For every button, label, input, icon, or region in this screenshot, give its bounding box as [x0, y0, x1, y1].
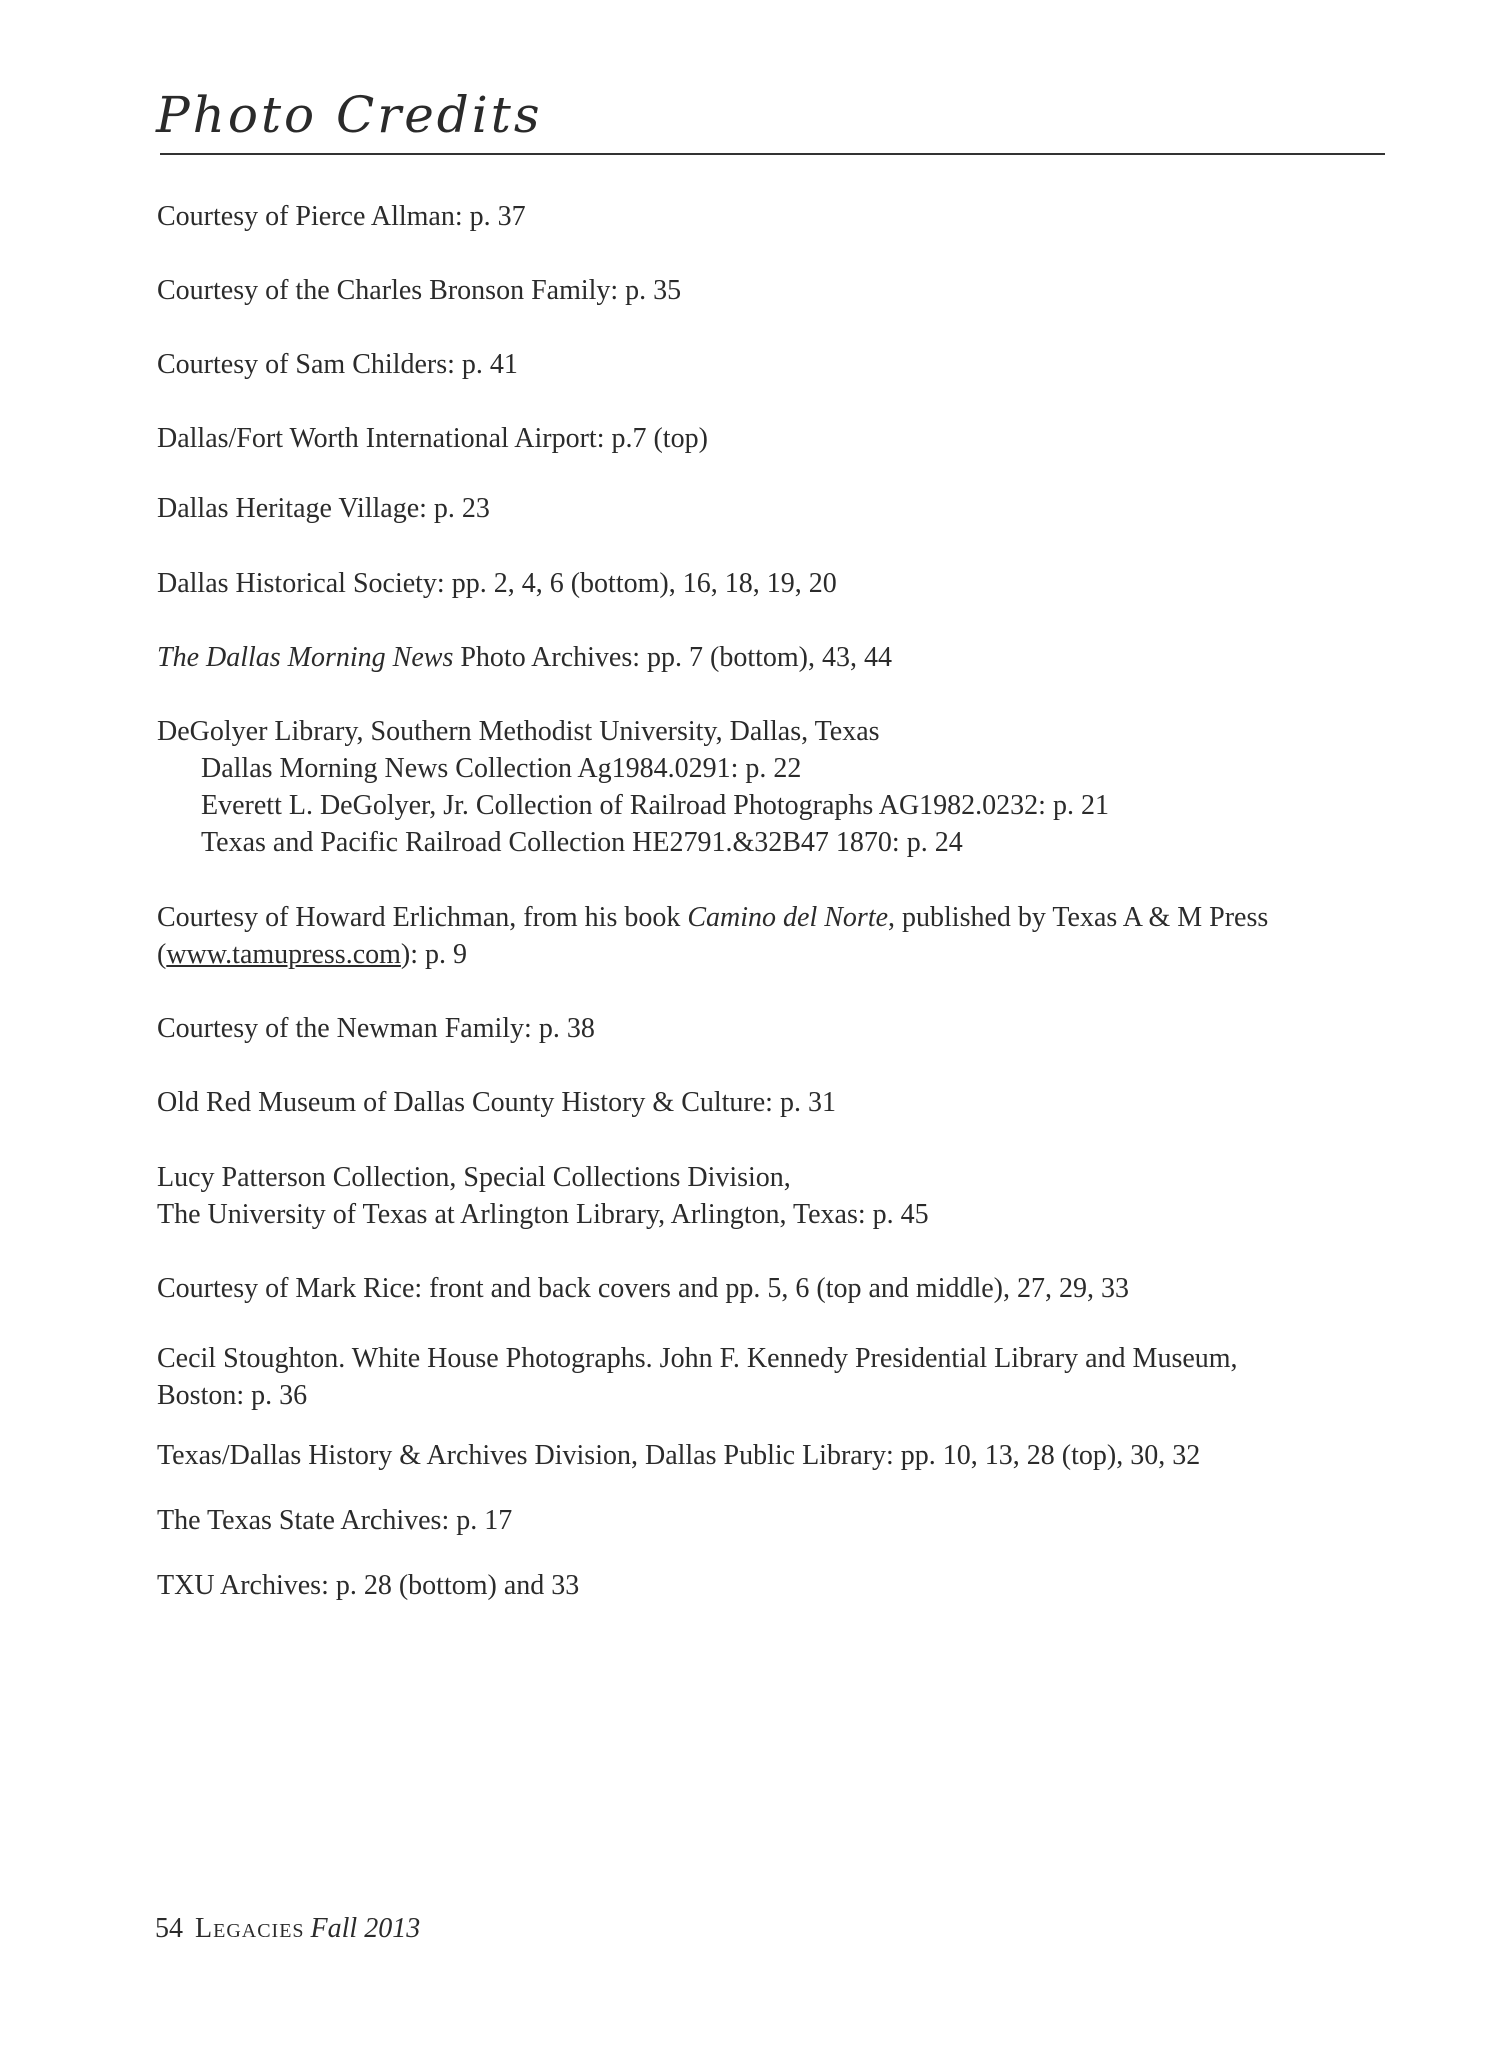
credit-text: Texas/Dallas History & Archives Division, Dallas Public Library: pp. 10, 13, 28 (top), 30, 32 [157, 1440, 1201, 1471]
credit-entry [157, 346, 1397, 383]
credit-text-after: , published by Texas A & M Press [888, 902, 1269, 933]
credit-text: Courtesy of Sam Childers: p. 41 [157, 349, 518, 380]
credit-entry [157, 639, 1397, 676]
tamupress-link[interactable]: www.tamupress.com [166, 939, 401, 970]
credit-entry [157, 1502, 1397, 1539]
credit-text: Courtesy of Mark Rice: front and back covers and pp. 5, 6 (top and middle), 27, 29, 33 [157, 1273, 1130, 1304]
journal-name: Legacies [195, 1913, 305, 1944]
credit-text: Cecil Stoughton. White House Photographs. John F. Kennedy Presidential Library and Museum, [157, 1343, 1238, 1374]
credit-entry [157, 1567, 1397, 1604]
book-title: Camino del Norte [687, 902, 889, 933]
credit-subentry: Dallas Morning News Collection Ag1984.0291: p. 22 [201, 753, 802, 784]
credit-text: DeGolyer Library, Southern Methodist University, Dallas, Texas [157, 716, 880, 747]
credit-entry-erlichman [157, 899, 1397, 973]
credit-entry [157, 490, 1397, 527]
credit-text: Courtesy of Pierce Allman: p. 37 [157, 201, 526, 232]
page-title: Photo Credits [156, 86, 543, 144]
credit-text: Lucy Patterson Collection, Special Collections Division, [157, 1162, 791, 1193]
credit-text: Dallas Heritage Village: p. 23 [157, 493, 490, 524]
credit-entry [157, 420, 1397, 457]
credit-text-line2 [157, 936, 1397, 973]
credit-text-line2: The University of Texas at Arlington Library, Arlington, Texas: p. 45 [157, 1199, 929, 1230]
credit-page: ): p. 9 [400, 939, 468, 970]
credit-entry [157, 1084, 1397, 1121]
title-rule [160, 153, 1385, 155]
credit-text: Dallas Historical Society: pp. 2, 4, 6 (bottom), 16, 18, 19, 20 [157, 568, 837, 599]
credit-entry [157, 1010, 1397, 1047]
credit-subentry: Everett L. DeGolyer, Jr. Collection of Railroad Photographs AG1982.0232: p. 21 [201, 790, 1109, 821]
credit-text [157, 639, 1397, 676]
credit-text: TXU Archives: p. 28 (bottom) and 33 [157, 1570, 580, 1601]
credit-entry-degolyer [157, 713, 1397, 861]
credit-subentry: Texas and Pacific Railroad Collection HE2791.&32B47 1870: p. 24 [201, 827, 963, 858]
credit-entry [157, 1270, 1397, 1307]
page-footer [155, 1915, 420, 1943]
credit-text-before: Courtesy of Howard Erlichman, from his book [157, 902, 688, 933]
credit-entry [157, 1437, 1397, 1474]
credit-entry [157, 272, 1397, 309]
paren-open: ( [157, 939, 167, 970]
credit-text: Courtesy of the Newman Family: p. 38 [157, 1013, 595, 1044]
credit-text: Dallas/Fort Worth International Airport: p.7 (top) [157, 423, 708, 454]
credit-text-rest: Photo Archives: pp. 7 (bottom), 43, 44 [453, 642, 893, 673]
credit-entry [157, 198, 1397, 235]
credit-text: Courtesy of the Charles Bronson Family: p. 35 [157, 275, 682, 306]
issue-label: Fall 2013 [310, 1913, 421, 1944]
credit-entry [157, 565, 1397, 602]
credit-entry [157, 1159, 1397, 1233]
publication-title: The Dallas Morning News [157, 642, 454, 673]
page-number: 54 [155, 1913, 183, 1944]
credit-text: Old Red Museum of Dallas County History & Culture: p. 31 [157, 1087, 836, 1118]
credit-text [157, 899, 1397, 936]
credit-text: The Texas State Archives: p. 17 [157, 1505, 513, 1536]
credit-entry [157, 1340, 1397, 1414]
credit-text-line2: Boston: p. 36 [157, 1380, 308, 1411]
